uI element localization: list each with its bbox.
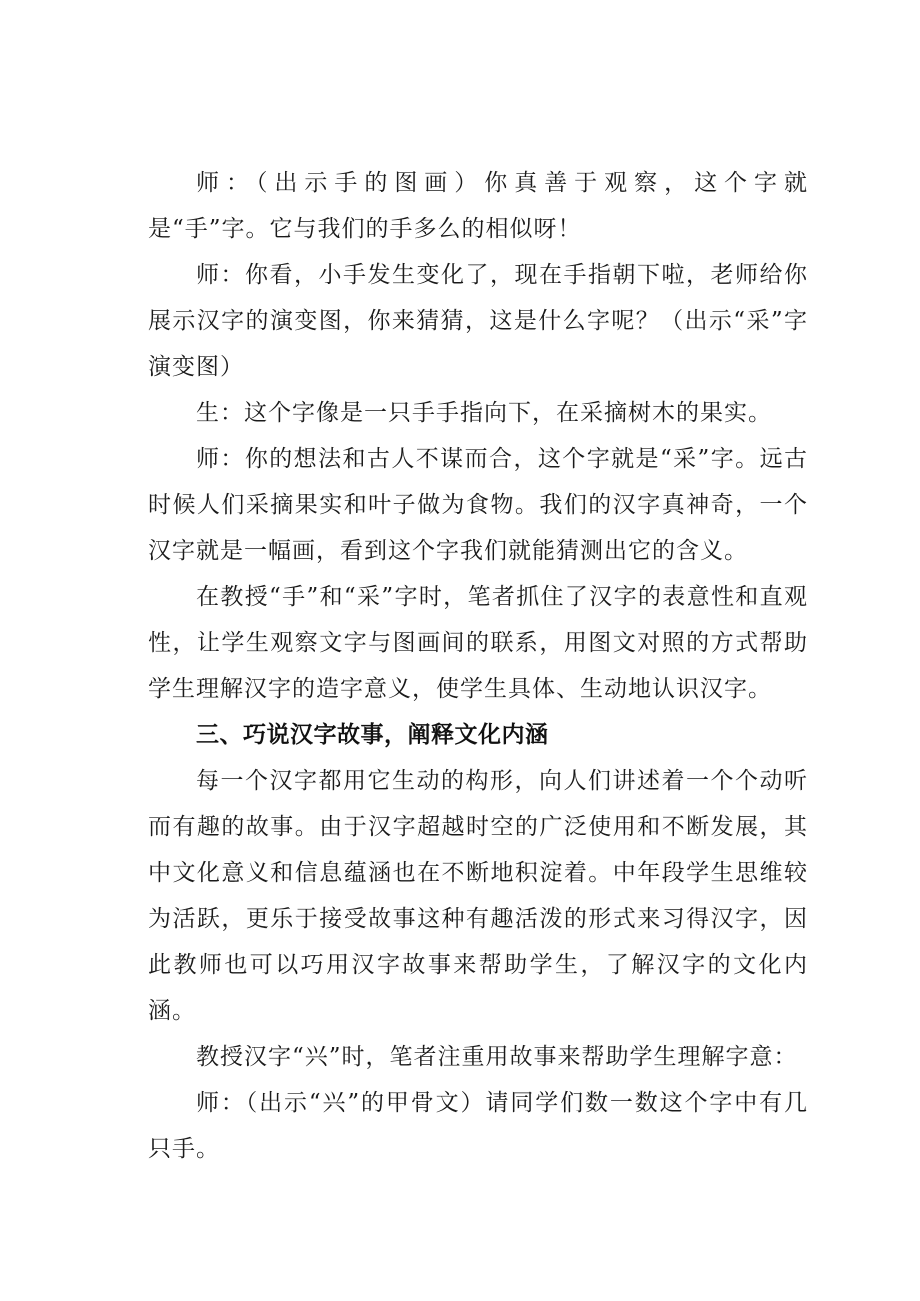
paragraph-story-intro: 每一个汉字都用它生动的构形，向人们讲述着一个个动听而有趣的故事。由于汉字超越时空的广泛使用和不断发展，其中文化意义和信息蕴涵也在不断地积淀着。中年段学生思维较为活跃，更乐于接受故事这种有趣活泼的形式来习得汉字，因此教师也可以巧用汉字故事来帮助学生，了解汉字的文化内涵。 [148,768,808,1024]
paragraph-teacher-evolution: 师：你看，小手发生变化了，现在手指朝下啦，老师给你展示汉字的演变图，你来猜猜，这是什么字呢？（出示“采”字演变图） [148,262,808,380]
paragraph-teacher-xing: 师：（出示“兴”的甲骨文）请同学们数一数这个字中有几只手。 [148,1090,808,1162]
paragraph-teacher-cai: 师：你的想法和古人不谋而合，这个字就是“采”字。远古时候人们采摘果实和叶子做为食物。我们的汉字真神奇，一个汉字就是一幅画，看到这个字我们就能猜测出它的含义。 [148,446,808,564]
paragraph-author-reflection: 在教授“手”和“采”字时，笔者抓住了汉字的表意性和直观性，让学生观察文字与图画间的联系，用图文对照的方式帮助学生理解汉字的造字意义，使学生具体、生动地认识汉字。 [148,584,808,702]
paragraph-teacher-hand: 师：（出示手的图画）你真善于观察，这个字就是“手”字。它与我们的手多么的相似呀！ [148,170,808,242]
paragraph-xing-intro: 教授汉字“兴”时，笔者注重用故事来帮助学生理解字意： [196,1044,798,1070]
section-heading: 三、巧说汉字故事，阐释文化内涵 [196,722,549,748]
paragraph-student-answer: 生：这个字像是一只手手指向下，在采摘树木的果实。 [196,400,772,426]
document-body [148,160,808,1172]
